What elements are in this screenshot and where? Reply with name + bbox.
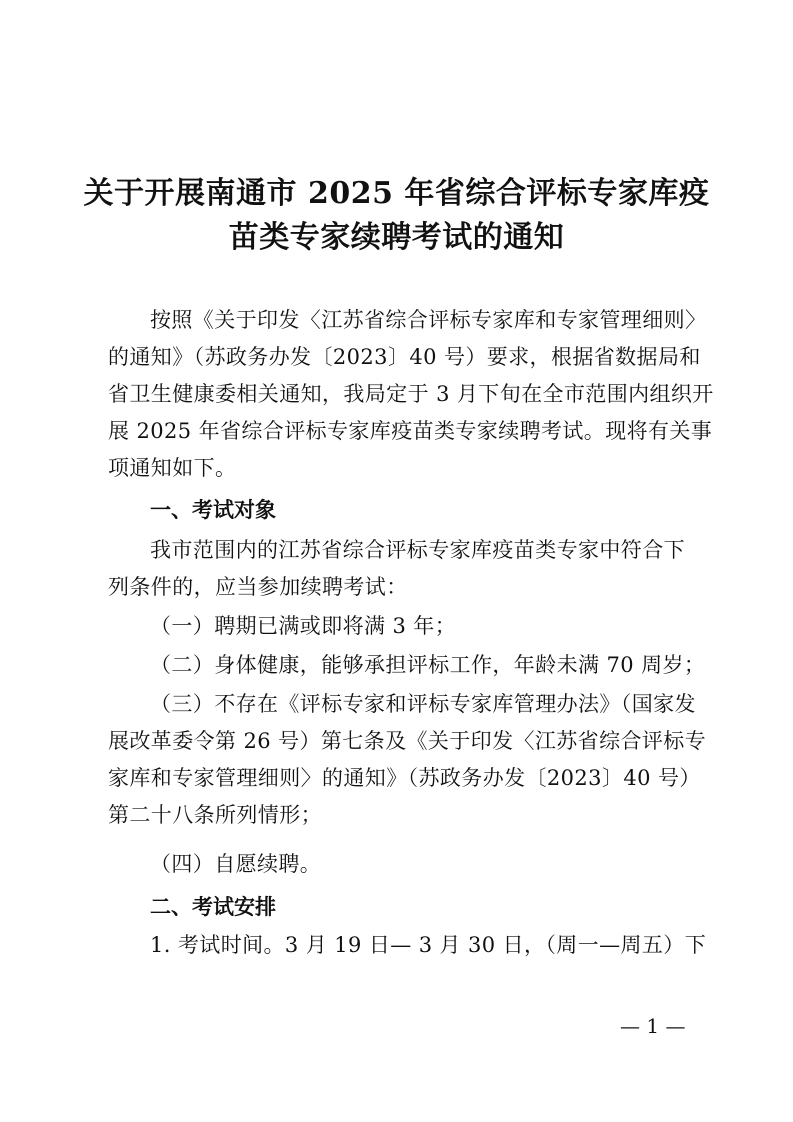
section-heading-exam-arrangement: 二、考试安排 — [150, 895, 276, 919]
document-title — [0, 172, 793, 260]
intro-line-5: 项通知如下。 — [108, 456, 237, 480]
condition-item-3-line-4: 第二十八条所列情形； — [108, 803, 322, 827]
targets-para-line-2: 列条件的，应当参加续聘考试： — [108, 575, 408, 599]
section-heading-exam-targets: 一、考试对象 — [150, 498, 276, 522]
intro-line-4: 展 2025 年省综合评标专家库疫苗类专家续聘考试。现将有关事 — [108, 419, 713, 443]
title-line-2: 苗类专家续聘考试的通知 — [228, 220, 565, 255]
condition-item-3-line-2: 展改革委令第 26 号）第七条及《关于印发〈江苏省综合评标专 — [108, 729, 707, 753]
intro-line-2: 的通知》（苏政务办发〔2023〕40 号）要求，根据省数据局和 — [108, 345, 701, 369]
title-line-1: 关于开展南通市 2025 年省综合评标专家库疫 — [83, 176, 710, 211]
intro-line-1: 按照《关于印发〈江苏省综合评标专家库和专家管理细则〉 — [150, 308, 707, 332]
page-number: — 1 — — [620, 1014, 686, 1038]
arrangement-item-1: 1. 考试时间。3 月 19 日— 3 月 30 日，（周一—周五）下 — [150, 933, 707, 957]
targets-para-line-1: 我市范围内的江苏省综合评标专家库疫苗类专家中符合下 — [150, 538, 685, 562]
condition-item-3-line-3: 家库和专家管理细则〉的通知》（苏政务办发〔2023〕40 号） — [108, 766, 701, 790]
condition-item-3-line-1: （三）不存在《评标专家和评标专家库管理办法》（国家发 — [150, 692, 696, 716]
condition-item-2: （二）身体健康，能够承担评标工作，年龄未满 70 周岁； — [150, 653, 706, 677]
intro-line-3: 省卫生健康委相关通知，我局定于 3 月下旬在全市范围内组织开 — [108, 382, 714, 406]
condition-item-1: （一）聘期已满或即将满 3 年； — [150, 614, 457, 638]
condition-item-4: （四）自愿续聘。 — [150, 852, 322, 876]
